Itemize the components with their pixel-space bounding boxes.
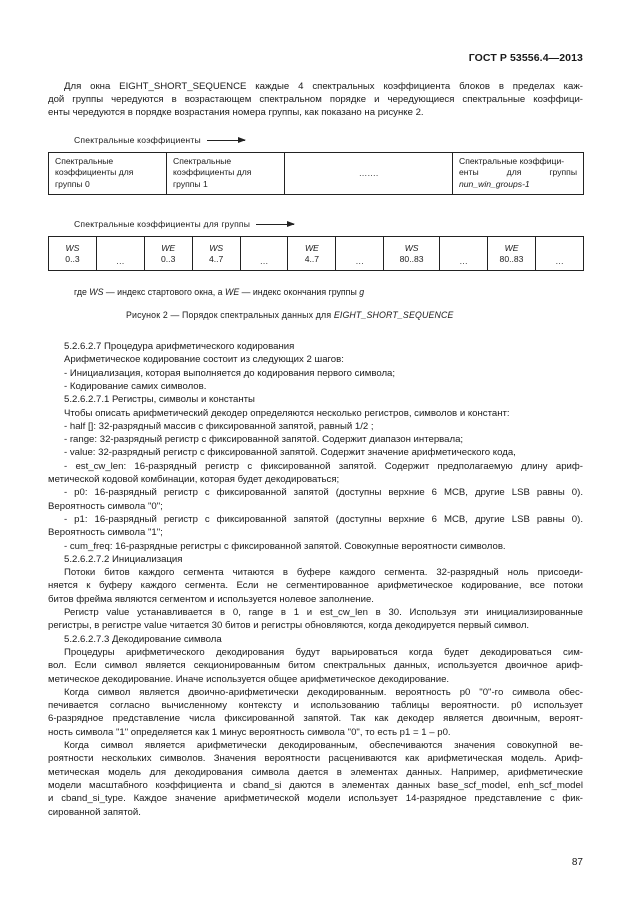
cell-line: коэффициенты для bbox=[55, 167, 134, 178]
intro-line-1: Для окна EIGHT_SHORT_SEQUENCE каждые 4 спектральных коэффициента блоков в пределах каж- bbox=[64, 81, 583, 92]
body-line: Регистр value устанавливается в 0, range в 1 и est_cw_len в 30. Используя эти инициализированные bbox=[64, 607, 583, 618]
body-line: - half []: 32-разрядный массив с фиксированной запятой, равный 1/2 ; bbox=[64, 420, 374, 432]
cell-label: WE bbox=[304, 242, 319, 253]
body-line: - Инициализация, которая выполняется до кодирования первого символа; bbox=[64, 367, 396, 379]
cell-label: WE bbox=[504, 242, 519, 253]
cell-range: 80..83 bbox=[399, 253, 424, 264]
window-index-cell bbox=[49, 237, 97, 271]
cell-line: Спектральные bbox=[173, 156, 232, 166]
body-line: роятности нескольких символов. Значения вероятности расцениваются как арифметическая модель. Ариф- bbox=[48, 753, 583, 765]
body-line: сированной запятой. bbox=[48, 806, 141, 818]
body-line: - p0: 16-разрядный регистр с фиксированной запятой (доступны верхние 6 MCB, другие LSB равны 0). bbox=[64, 487, 583, 499]
intro-line-2: дой группы чередуются в возрастающем спектральном порядке и чередующиеся спектральные коэффици- bbox=[48, 94, 583, 105]
cell-ellipsis: … bbox=[116, 256, 125, 266]
body-line: Чтобы описать арифметический декодер определяются несколько регистров, символов и констант: bbox=[64, 407, 510, 419]
body-line: Вероятность символа "1"; bbox=[48, 527, 163, 539]
window-index-cell bbox=[240, 237, 288, 271]
body-line: няется к буферу каждого сегмента. Если не сегментированное арифметическое кодирование, все потоки bbox=[48, 580, 583, 592]
window-index-row bbox=[49, 237, 584, 271]
body-line: Процедуры арифметического декодирования будут варьироваться когда будет декодироваться сим- bbox=[64, 646, 583, 658]
cell-line: nun_win_groups-1 bbox=[459, 178, 530, 189]
intro-line-3: енты чередуются в порядке возрастания номера группы, как показано на рисунке 2. bbox=[48, 107, 424, 118]
table1-cell-group-1 bbox=[167, 153, 285, 195]
window-index-table bbox=[48, 236, 584, 271]
body-line: 6-разрядное представление числа фиксированной запятой. Так как декодер является двоичным, вероят- bbox=[48, 713, 583, 725]
body-line: Вероятность символа "0"; bbox=[48, 500, 163, 512]
group-coefficients-table bbox=[48, 152, 584, 195]
cell-range: 0..3 bbox=[161, 253, 176, 264]
body-line: ность символа "1" определяется как 1 минус вероятность символа "0", то есть p1 = 1 – p0. bbox=[48, 726, 451, 738]
cell-range: 4..7 bbox=[304, 253, 320, 264]
figure-label-group-text: Спектральные коэффициенты для группы bbox=[74, 219, 251, 229]
body-line: - est_cw_len: 16-разрядный регистр с фиксированной запятой. Содержит предполагаемую длину ариф- bbox=[64, 460, 583, 472]
figure-caption: Рисунок 2 — Порядок спектральных данных для EIGHT_SHORT_SEQUENCE bbox=[126, 310, 454, 320]
window-index-cell bbox=[487, 237, 535, 271]
body-line: битов фрейма являются сегментом и используется нолевое заполнение. bbox=[48, 593, 374, 605]
cell-line: ……. bbox=[358, 167, 379, 178]
body-line: модели масштабного коэффициента и cband_si даются в элементах данных base_scf_model, enh_scf_model bbox=[48, 779, 583, 791]
body-line: Потоки битов каждого сегмента читаются в буфере каждого сегмента. 32-разрядный ноль присоеди- bbox=[64, 567, 583, 579]
arrow-right-icon bbox=[207, 140, 245, 141]
body-line: 5.2.6.2.7.2 Инициализация bbox=[64, 553, 183, 565]
body-line: Когда символ является арифметически декодированным, обеспечиваются значения совокупной ве- bbox=[64, 740, 583, 751]
body-line: регистры, в регистре value читается 30 битов и регистры обновляются, когда декодируется первый символ. bbox=[48, 620, 530, 632]
window-index-cell bbox=[192, 237, 240, 271]
cell-line: коэффициенты для bbox=[173, 167, 252, 178]
cell-label: WE bbox=[161, 242, 176, 253]
body-line: Когда символ является двоично-арифметически декодированным. вероятность p0 "0"-го символа обес- bbox=[64, 686, 583, 698]
body-line: метической кодовой комбинации, которая будет декодироваться; bbox=[48, 474, 340, 485]
page-number: 87 bbox=[571, 857, 583, 868]
window-index-cell bbox=[96, 237, 144, 271]
window-index-cell bbox=[144, 237, 192, 271]
body-line: и cband_si_type. Каждое значение арифметической модели использует 14-разрядное представление с фик- bbox=[48, 793, 583, 805]
body-line: 5.2.6.2.7.1 Регистры, символы и константы bbox=[64, 394, 255, 406]
cell-line: группы 0 bbox=[55, 178, 90, 189]
body-line: метическое декодирование. Иначе используется общее арифметическое декодирование. bbox=[48, 673, 450, 685]
body-line: Арифметическое кодирование состоит из следующих 2 шагов: bbox=[64, 354, 344, 366]
table1-cell-group-last bbox=[453, 153, 584, 195]
cell-ellipsis: … bbox=[555, 256, 564, 266]
body-line: - cum_freq: 16-разрядные регистры с фиксированной запятой. Совокупные вероятности символов. bbox=[64, 540, 506, 552]
cell-ellipsis: … bbox=[355, 256, 365, 266]
body-line: печивается согласно вычисленному контексту и использованию таблицы вероятности. p0 использует bbox=[48, 700, 583, 712]
cell-label: WS bbox=[209, 242, 224, 253]
cell-label: WS bbox=[404, 242, 419, 253]
body-line: вол. Если символ является секционированным битом спектральных данных, используется двоичное ариф- bbox=[48, 660, 583, 672]
figure-label-coefficients-text: Спектральные коэффициенты bbox=[74, 135, 201, 145]
window-index-cell bbox=[336, 237, 384, 271]
body-line: - p1: 16-разрядный регистр с фиксированной запятой (доступны верхние 6 MCB, другие LSB равны 0). bbox=[64, 513, 583, 525]
arrow-right-icon bbox=[256, 224, 294, 225]
body-line: - Кодирование самих символов. bbox=[64, 380, 207, 392]
table1-cell-group-0 bbox=[49, 153, 167, 195]
cell-range: 80..83 bbox=[499, 253, 524, 264]
cell-line: Спектральные bbox=[55, 156, 114, 166]
figure-legend: где WS — индекс стартового окна, а WE — индекс окончания группы g bbox=[74, 287, 365, 297]
standard-header: ГОСТ Р 53556.4—2013 bbox=[468, 52, 583, 64]
window-index-cell bbox=[288, 237, 336, 271]
body-line: метическая модель для декодирования символа дается в элементах данных. Например, арифметические bbox=[48, 766, 583, 778]
window-index-cell bbox=[536, 237, 584, 271]
cell-range: 0..3 bbox=[65, 253, 80, 264]
window-index-cell bbox=[384, 237, 440, 271]
cell-range: 4..7 bbox=[208, 253, 224, 264]
cell-ellipsis: … bbox=[259, 256, 269, 266]
cell-line: енты для группы bbox=[459, 167, 577, 178]
window-index-cell bbox=[440, 237, 488, 271]
body-line: 5.2.6.2.7.3 Декодирование символа bbox=[64, 633, 222, 645]
cell-label: WS bbox=[65, 242, 80, 253]
body-line: 5.2.6.2.7 Процедура арифметического кодирования bbox=[64, 341, 295, 352]
cell-ellipsis: … bbox=[459, 256, 468, 266]
cell-line: группы 1 bbox=[173, 178, 208, 189]
body-line: - range: 32-разрядный регистр с фиксированной запятой. Содержит диапазон интервала; bbox=[64, 434, 464, 446]
figure-label-coefficients bbox=[74, 135, 245, 145]
figure-label-group-coefficients bbox=[74, 219, 294, 229]
body-line: - value: 32-разрядный регистр с фиксированной запятой. Содержит значение арифметического кода, bbox=[64, 447, 516, 459]
table1-cell-ellipsis bbox=[285, 153, 453, 195]
cell-line: Спектральные коэффици- bbox=[459, 156, 565, 166]
